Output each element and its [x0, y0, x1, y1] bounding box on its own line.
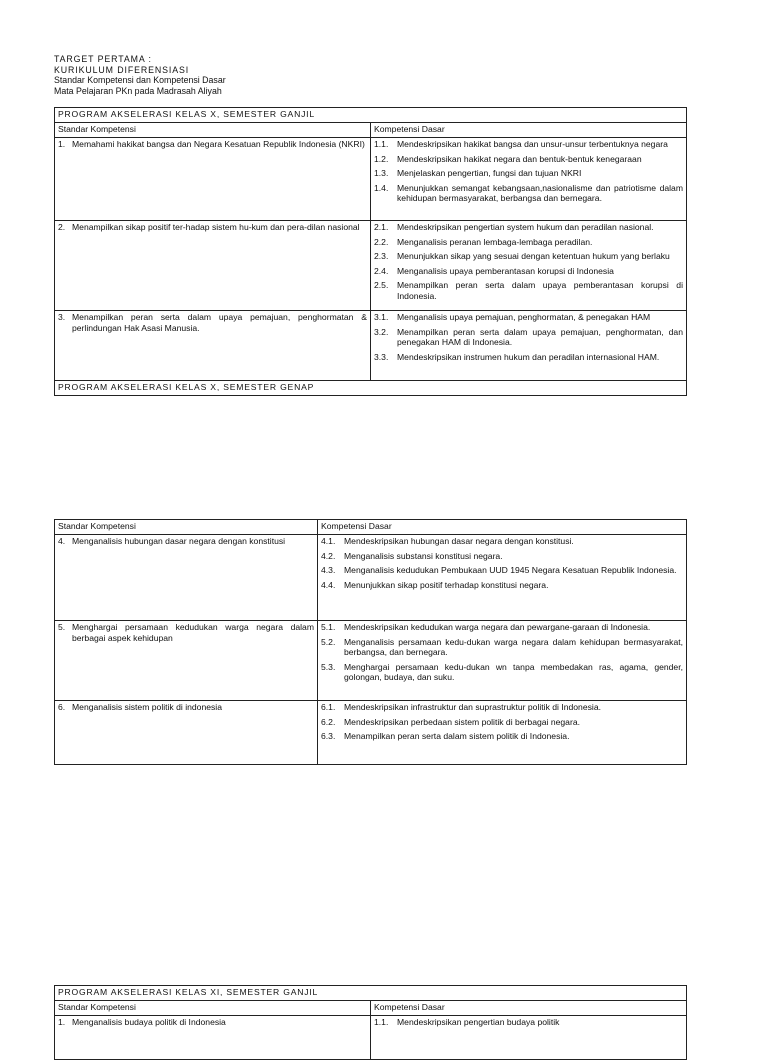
sk-text: Menampilkan peran serta dalam upaya pemajuan, penghormatan & perlindungan Hak Asasi Manusia. — [72, 312, 367, 333]
column-header-sk: Standar Kompetensi — [55, 1001, 371, 1016]
kd-item — [374, 154, 683, 165]
kd-item — [374, 352, 683, 363]
kd-number: 2.1. — [374, 222, 389, 232]
column-header-sk: Standar Kompetensi — [55, 123, 371, 138]
kd-text: Menjelaskan pengertian, fungsi dan tujuan NKRI — [397, 168, 582, 178]
kd-item — [321, 536, 683, 547]
kd-text: Mendeskripsikan pengertian system hukum dan peradilan nasional. — [397, 222, 654, 232]
kd-item — [374, 1017, 683, 1028]
curriculum-title: KURIKULUM DIFERENSIASI — [54, 64, 190, 75]
kd-cell — [318, 621, 687, 701]
kd-item — [321, 702, 683, 713]
kd-cell — [371, 1016, 687, 1060]
kd-text: Mendeskripsikan hakikat negara dan bentuk-bentuk kenegaraan — [397, 153, 642, 164]
kd-cell — [371, 221, 687, 311]
kd-item — [321, 717, 683, 728]
column-header-kd: Kompetensi Dasar — [371, 1001, 687, 1016]
kd-item — [321, 622, 683, 633]
kd-text: Menganalisis kedudukan Pembukaan UUD 1945 Negara Kesatuan Republik Indonesia. — [344, 565, 677, 575]
kd-number: 4.1. — [321, 536, 336, 546]
kd-number: 2.5. — [374, 280, 389, 290]
kd-text: Menunjukkan sikap positif terhadap konstitusi negara. — [344, 579, 549, 590]
kd-text: Menganalisis peranan lembaga-lembaga peradilan. — [397, 236, 593, 247]
sk-number: 4. — [58, 536, 66, 546]
sk-text: Menampilkan sikap positif ter-hadap sistem hu-kum dan pera-dilan nasional — [72, 222, 360, 232]
sk-cell — [55, 1016, 371, 1060]
kd-number: 3.1. — [374, 312, 389, 322]
table-row — [55, 1016, 687, 1060]
kd-item — [321, 731, 683, 742]
column-header-kd: Kompetensi Dasar — [318, 520, 687, 535]
kd-text: Menganalisis upaya pemajuan, penghormatan, & penegakan HAM — [397, 312, 651, 322]
kd-number: 1.2. — [374, 153, 389, 164]
sk-cell — [55, 138, 371, 221]
sk-text: Menganalisis sistem politik di indonesia — [72, 702, 222, 712]
kd-number: 6.3. — [321, 731, 336, 741]
kd-item — [374, 237, 683, 248]
kd-number: 1.1. — [374, 1017, 389, 1027]
kd-number: 1.1. — [374, 139, 389, 149]
table-row — [55, 535, 687, 621]
column-header-kd: Kompetensi Dasar — [371, 123, 687, 138]
kd-item — [374, 280, 683, 301]
kd-item — [374, 168, 683, 179]
kd-number: 1.4. — [374, 182, 389, 193]
kd-number: 5.2. — [321, 636, 336, 647]
table-row — [55, 311, 687, 381]
kd-cell — [318, 535, 687, 621]
table-row — [55, 621, 687, 701]
kd-number: 5.1. — [321, 622, 336, 632]
kd-item — [374, 327, 683, 348]
competency-table-3 — [54, 985, 687, 1060]
table-row — [55, 221, 687, 311]
sk-text: Menganalisis hubungan dasar negara dengan konstitusi — [72, 536, 286, 546]
sk-number: 2. — [58, 222, 66, 232]
section-footer: PROGRAM AKSELERASI KELAS X, SEMESTER GENAP — [55, 381, 687, 396]
kd-text: Mendeskripsikan hakikat bangsa dan unsur-unsur terbentuknya negara — [397, 139, 668, 149]
kd-item — [374, 251, 683, 262]
document-header — [54, 54, 226, 96]
kd-text: Menampilkan peran serta dalam upaya pemajuan, penghormatan, dan penegakan HAM di Indonesia. — [397, 326, 683, 347]
kd-item — [374, 222, 683, 233]
sk-text: Menghargai persamaan kedudukan warga negara dalam berbagai aspek kehidupan — [72, 622, 314, 643]
sk-cell — [55, 311, 371, 381]
kd-item — [321, 565, 683, 576]
kd-item — [321, 580, 683, 591]
kd-number: 5.3. — [321, 661, 336, 672]
subject-title: Mata Pelajaran PKn pada Madrasah Aliyah — [54, 85, 222, 96]
sk-number: 6. — [58, 702, 66, 712]
kd-item — [374, 183, 683, 204]
kd-number: 4.2. — [321, 550, 336, 561]
sk-text: Menganalisis budaya politik di Indonesia — [72, 1017, 226, 1027]
table-row — [55, 701, 687, 765]
competency-table-2 — [54, 519, 687, 765]
sk-number: 1. — [58, 1017, 66, 1027]
kd-cell — [371, 311, 687, 381]
sk-cell — [55, 701, 318, 765]
kd-cell — [318, 701, 687, 765]
kd-number: 2.4. — [374, 265, 389, 276]
kd-item — [321, 662, 683, 683]
kd-text: Mendeskripsikan infrastruktur dan suprastruktur politik di Indonesia. — [344, 702, 601, 712]
kd-number: 4.4. — [321, 579, 336, 590]
sk-cell — [55, 535, 318, 621]
kd-number: 2.3. — [374, 251, 389, 261]
kd-item — [321, 551, 683, 562]
competency-table-1 — [54, 107, 687, 396]
kd-number: 6.2. — [321, 716, 336, 727]
sk-number: 3. — [58, 312, 66, 322]
table-row — [55, 138, 687, 221]
kd-text: Mendeskripsikan instrumen hukum dan peradilan internasional HAM. — [397, 351, 660, 362]
kd-text: Mendeskripsikan pengertian budaya politik — [397, 1017, 560, 1027]
kd-text: Mendeskripsikan hubungan dasar negara dengan konstitusi. — [344, 536, 574, 546]
section-title: PROGRAM AKSELERASI KELAS XI, SEMESTER GANJIL — [55, 986, 687, 1001]
kd-text: Menampilkan peran serta dalam sistem politik di Indonesia. — [344, 731, 570, 741]
kd-number: 4.3. — [321, 565, 336, 575]
kd-text: Menganalisis substansi konstitusi negara. — [344, 550, 503, 561]
standard-title: Standar Kompetensi dan Kompetensi Dasar — [54, 75, 226, 85]
kd-item — [321, 637, 683, 658]
kd-text: Menampilkan peran serta dalam upaya pemberantasan korupsi di Indonesia. — [397, 280, 683, 301]
sk-cell — [55, 621, 318, 701]
target-title: TARGET PERTAMA : — [54, 54, 152, 64]
kd-item — [374, 266, 683, 277]
kd-text: Menganalisis upaya pemberantasan korupsi di Indonesia — [397, 265, 614, 276]
sk-number: 1. — [58, 139, 66, 149]
kd-number: 3.3. — [374, 351, 389, 362]
kd-number: 6.1. — [321, 702, 336, 712]
kd-number: 1.3. — [374, 168, 389, 178]
sk-number: 5. — [58, 622, 66, 632]
kd-number: 2.2. — [374, 236, 389, 247]
kd-text: Menunjukkan semangat kebangsaan,nasionalisme dan patriotisme dalam kehidupan bermasyarakat, berbangsa dan bernegara. — [397, 182, 683, 203]
kd-text: Menghargai persamaan kedu-dukan wn tanpa membedakan ras, agama, gender, golongan, budaya, dan suku. — [344, 661, 683, 682]
kd-item — [374, 139, 683, 150]
column-header-sk: Standar Kompetensi — [55, 520, 318, 535]
kd-text: Menganalisis persamaan kedu-dukan warga negara dalam kehidupan bermasyarakat, berbangsa, dan bernegara. — [344, 636, 683, 657]
kd-text: Mendeskripsikan kedudukan warga negara dan pewargane-garaan di Indonesia. — [344, 622, 651, 632]
kd-cell — [371, 138, 687, 221]
sk-cell — [55, 221, 371, 311]
kd-text: Mendeskripsikan perbedaan sistem politik di berbagai negara. — [344, 716, 580, 727]
kd-number: 3.2. — [374, 326, 389, 337]
sk-text: Memahami hakikat bangsa dan Negara Kesatuan Republik Indonesia (NKRI) — [72, 139, 365, 149]
section-title: PROGRAM AKSELERASI KELAS X, SEMESTER GANJIL — [55, 108, 687, 123]
kd-text: Menunjukkan sikap yang sesuai dengan ketentuan hukum yang berlaku — [397, 251, 670, 261]
kd-item — [374, 312, 683, 323]
